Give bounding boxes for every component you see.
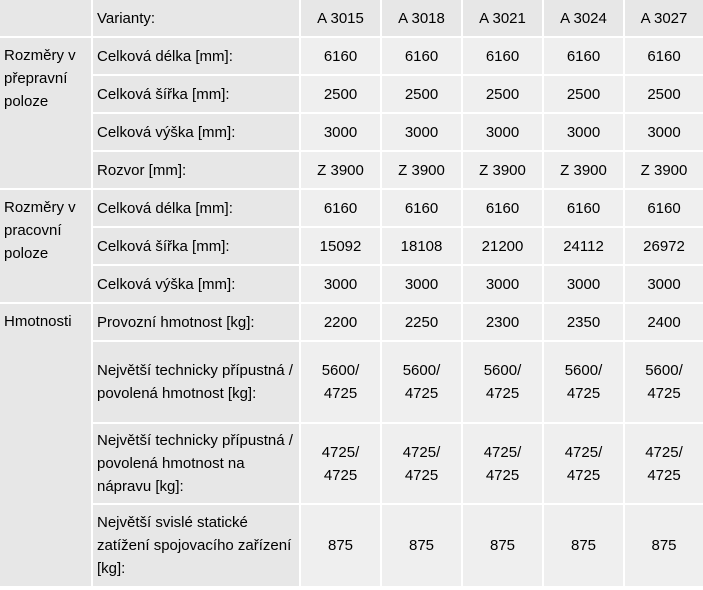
value-cell: Z 3900 [625,150,703,188]
value-cell: 24112 [544,226,625,264]
table-row [0,503,703,586]
table-row [0,112,703,150]
value-cell: 6160 [544,188,625,226]
row-label: Provozní hmotnost [kg]: [93,302,301,340]
variant-header: A 3021 [463,0,544,36]
row-label: Celková šířka [mm]: [93,74,301,112]
value-cell: 3000 [463,264,544,302]
value-cell: Z 3900 [463,150,544,188]
variant-header: A 3015 [301,0,382,36]
value-cell: 6160 [382,36,463,74]
variant-header: A 3027 [625,0,703,36]
row-label: Celková délka [mm]: [93,36,301,74]
value-cell: 3000 [382,264,463,302]
value-cell: 2250 [382,302,463,340]
value-cell: 2400 [625,302,703,340]
variant-header: A 3018 [382,0,463,36]
group-title-weights: Hmotnosti [0,302,93,586]
value-cell: 2500 [625,74,703,112]
value-cell: 875 [544,503,625,586]
table-row [0,150,703,188]
value-cell: 3000 [463,112,544,150]
value-cell: 18108 [382,226,463,264]
value-cell: 6160 [301,188,382,226]
value-cell: 875 [301,503,382,586]
value-cell: 5600/ 4725 [544,340,625,422]
value-cell: 2300 [463,302,544,340]
value-cell: 6160 [463,188,544,226]
row-label: Největší technicky přípustná / povolená hmotnost [kg]: [93,340,301,422]
table-row [0,226,703,264]
table-row [0,340,703,422]
value-cell: 3000 [301,264,382,302]
table-row [0,422,703,503]
value-cell: 21200 [463,226,544,264]
value-cell: 6160 [625,188,703,226]
variants-label: Varianty: [93,0,301,36]
table-row [0,36,703,74]
table-row [0,188,703,226]
table-row [0,74,703,112]
value-cell: 5600/ 4725 [625,340,703,422]
row-label: Celková výška [mm]: [93,264,301,302]
value-cell: 2500 [301,74,382,112]
value-cell: 5600/ 4725 [301,340,382,422]
value-cell: 2500 [382,74,463,112]
group-title-transport: Rozměry v přepravní poloze [0,36,93,188]
value-cell: 4725/ 4725 [301,422,382,503]
value-cell: 26972 [625,226,703,264]
header-row [0,0,703,36]
value-cell: 3000 [544,112,625,150]
value-cell: 3000 [301,112,382,150]
value-cell: 2350 [544,302,625,340]
group-title-working: Rozměry v pracovní poloze [0,188,93,302]
table-row [0,264,703,302]
value-cell: 4725/ 4725 [382,422,463,503]
header-corner-cell [0,0,93,36]
value-cell: 2500 [463,74,544,112]
value-cell: Z 3900 [301,150,382,188]
variant-header: A 3024 [544,0,625,36]
value-cell: 15092 [301,226,382,264]
value-cell: 6160 [625,36,703,74]
value-cell: 3000 [382,112,463,150]
value-cell: 875 [382,503,463,586]
value-cell: 6160 [382,188,463,226]
value-cell: 5600/ 4725 [382,340,463,422]
row-label: Největší technicky přípustná / povolená hmotnost na nápravu [kg]: [93,422,301,503]
value-cell: 6160 [544,36,625,74]
row-label: Celková výška [mm]: [93,112,301,150]
value-cell: 875 [463,503,544,586]
value-cell: 875 [625,503,703,586]
value-cell: Z 3900 [382,150,463,188]
row-label: Celková délka [mm]: [93,188,301,226]
value-cell: 4725/ 4725 [463,422,544,503]
value-cell: 2500 [544,74,625,112]
value-cell: 4725/ 4725 [544,422,625,503]
value-cell: 2200 [301,302,382,340]
row-label: Rozvor [mm]: [93,150,301,188]
value-cell: 6160 [301,36,382,74]
value-cell: 4725/ 4725 [625,422,703,503]
value-cell: 5600/ 4725 [463,340,544,422]
value-cell: Z 3900 [544,150,625,188]
value-cell: 3000 [625,264,703,302]
value-cell: 6160 [463,36,544,74]
table-row [0,302,703,340]
row-label: Největší svislé statické zatížení spojovacího zařízení [kg]: [93,503,301,586]
row-label: Celková šířka [mm]: [93,226,301,264]
value-cell: 3000 [625,112,703,150]
value-cell: 3000 [544,264,625,302]
